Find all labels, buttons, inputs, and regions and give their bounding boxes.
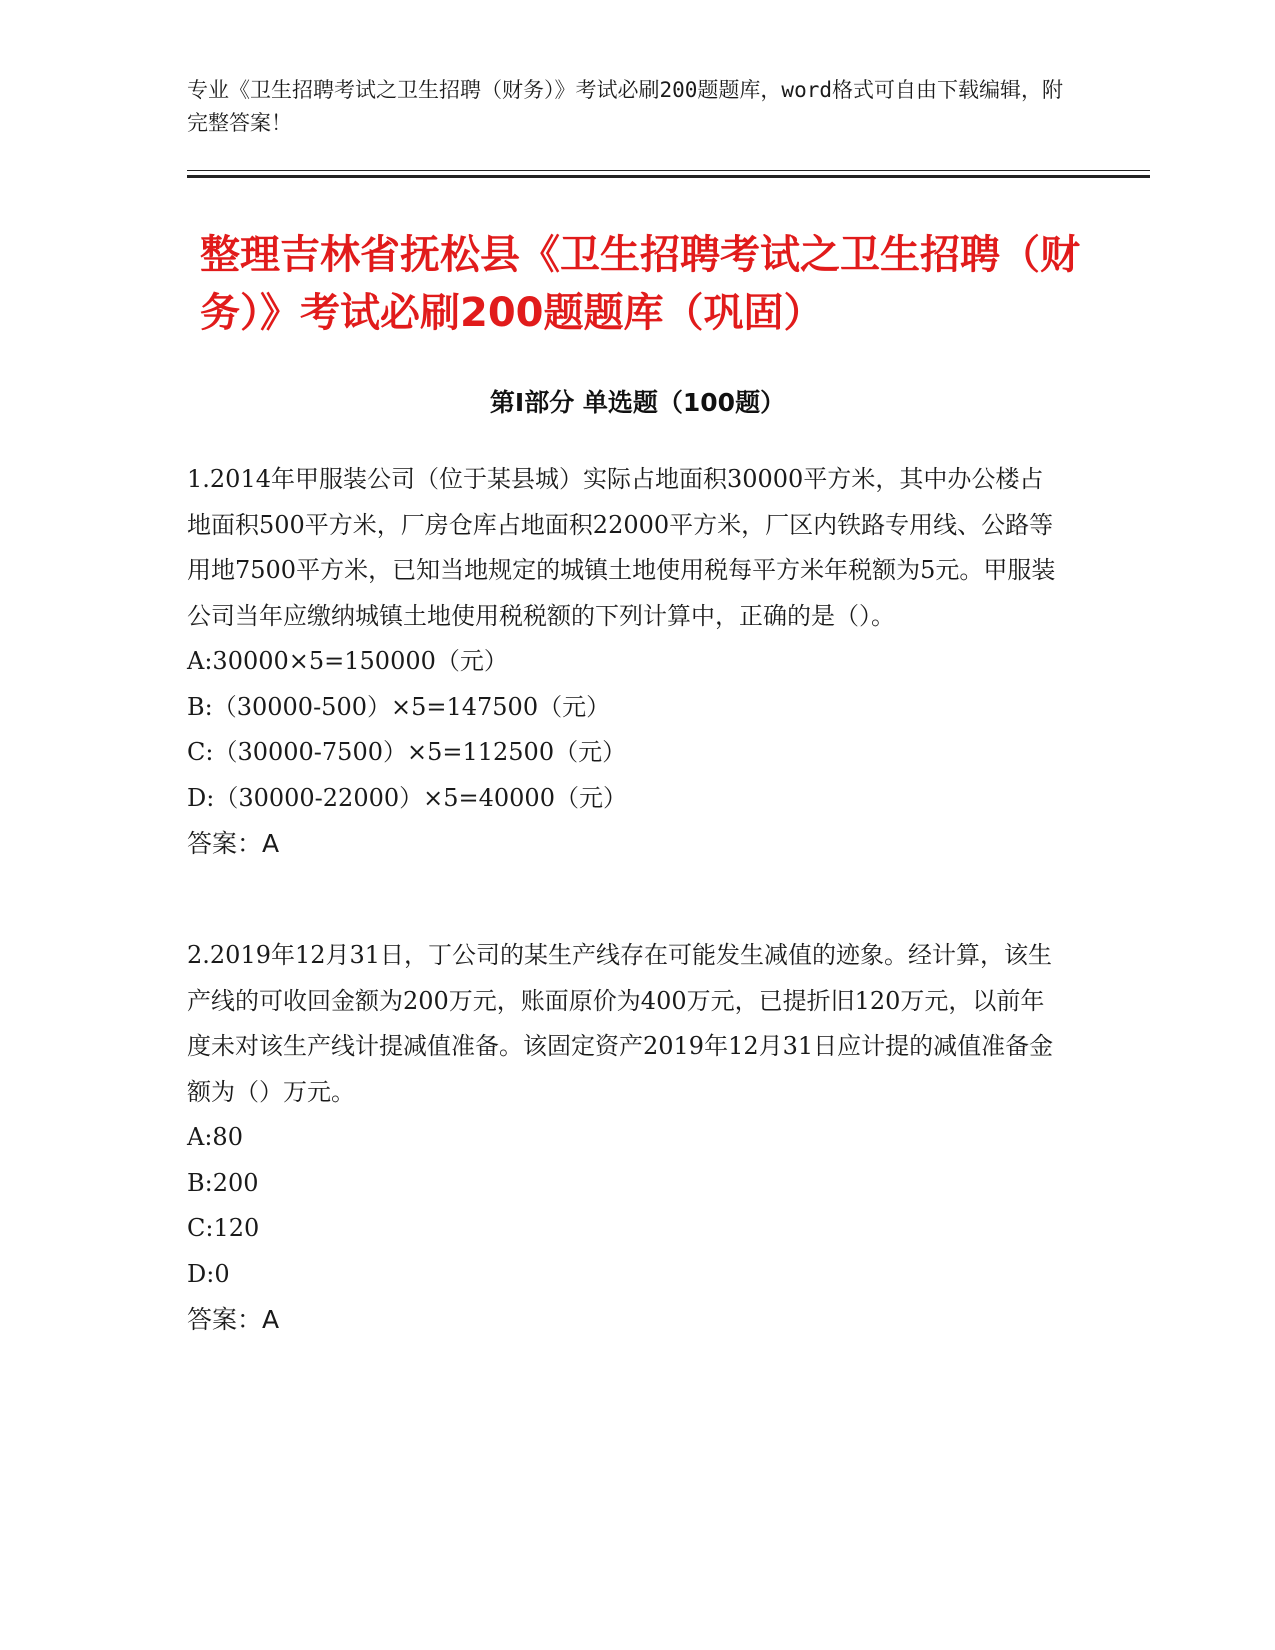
option-c: C:120 (187, 1214, 260, 1242)
document-title: 整理吉林省抚松县《卫生招聘考试之卫生招聘（财务）》考试必刷200题题库（巩固） (200, 232, 1080, 336)
option-b: B:200 (187, 1168, 259, 1197)
question-stem: 1.2014年甲服装公司（位于某县城）实际占地面积30000平方米，其中办公楼占地面积500平方米，厂房仓库占地面积22000平方米，厂区内铁路专用线、公路等用地7500平方米，已知当地规定的城镇土地使用税每平方米年税额为5元。甲服装公司当年应缴纳城镇土地使用税税额的下列计算中，正确的是（）。 (187, 465, 1056, 630)
option-b: B:（30000-500）×5=147500（元） (187, 692, 611, 721)
section-heading: 第I部分 单选题（100题） (489, 388, 786, 417)
option-d: D:0 (187, 1259, 230, 1288)
answer: 答案：A (187, 829, 280, 858)
question-stem: 2.2019年12月31日，丁公司的某生产线存在可能发生减值的迹象。经计算，该生产线的可收回金额为200万元，账面原价为400万元，已提折旧120万元，以前年度未对该生产线计提减值准备。该固定资产2019年12月31日应计提的减值准备金额为（）万元。 (187, 941, 1054, 1106)
header-rule-thick (187, 175, 1150, 178)
header-note: 专业《卫生招聘考试之卫生招聘（财务）》考试必刷200题题库，word格式可自由下载编辑，附完整答案！ (187, 78, 1063, 135)
option-a: A:80 (187, 1123, 243, 1151)
question-1 (187, 457, 1067, 867)
answer: 答案：A (187, 1305, 280, 1334)
header-rule-thin (187, 170, 1150, 171)
option-c: C:（30000-7500）×5=112500（元） (187, 738, 627, 766)
option-a: A:30000×5=150000（元） (187, 647, 508, 675)
option-d: D:（30000-22000）×5=40000（元） (187, 783, 627, 812)
question-2 (187, 933, 1067, 1343)
